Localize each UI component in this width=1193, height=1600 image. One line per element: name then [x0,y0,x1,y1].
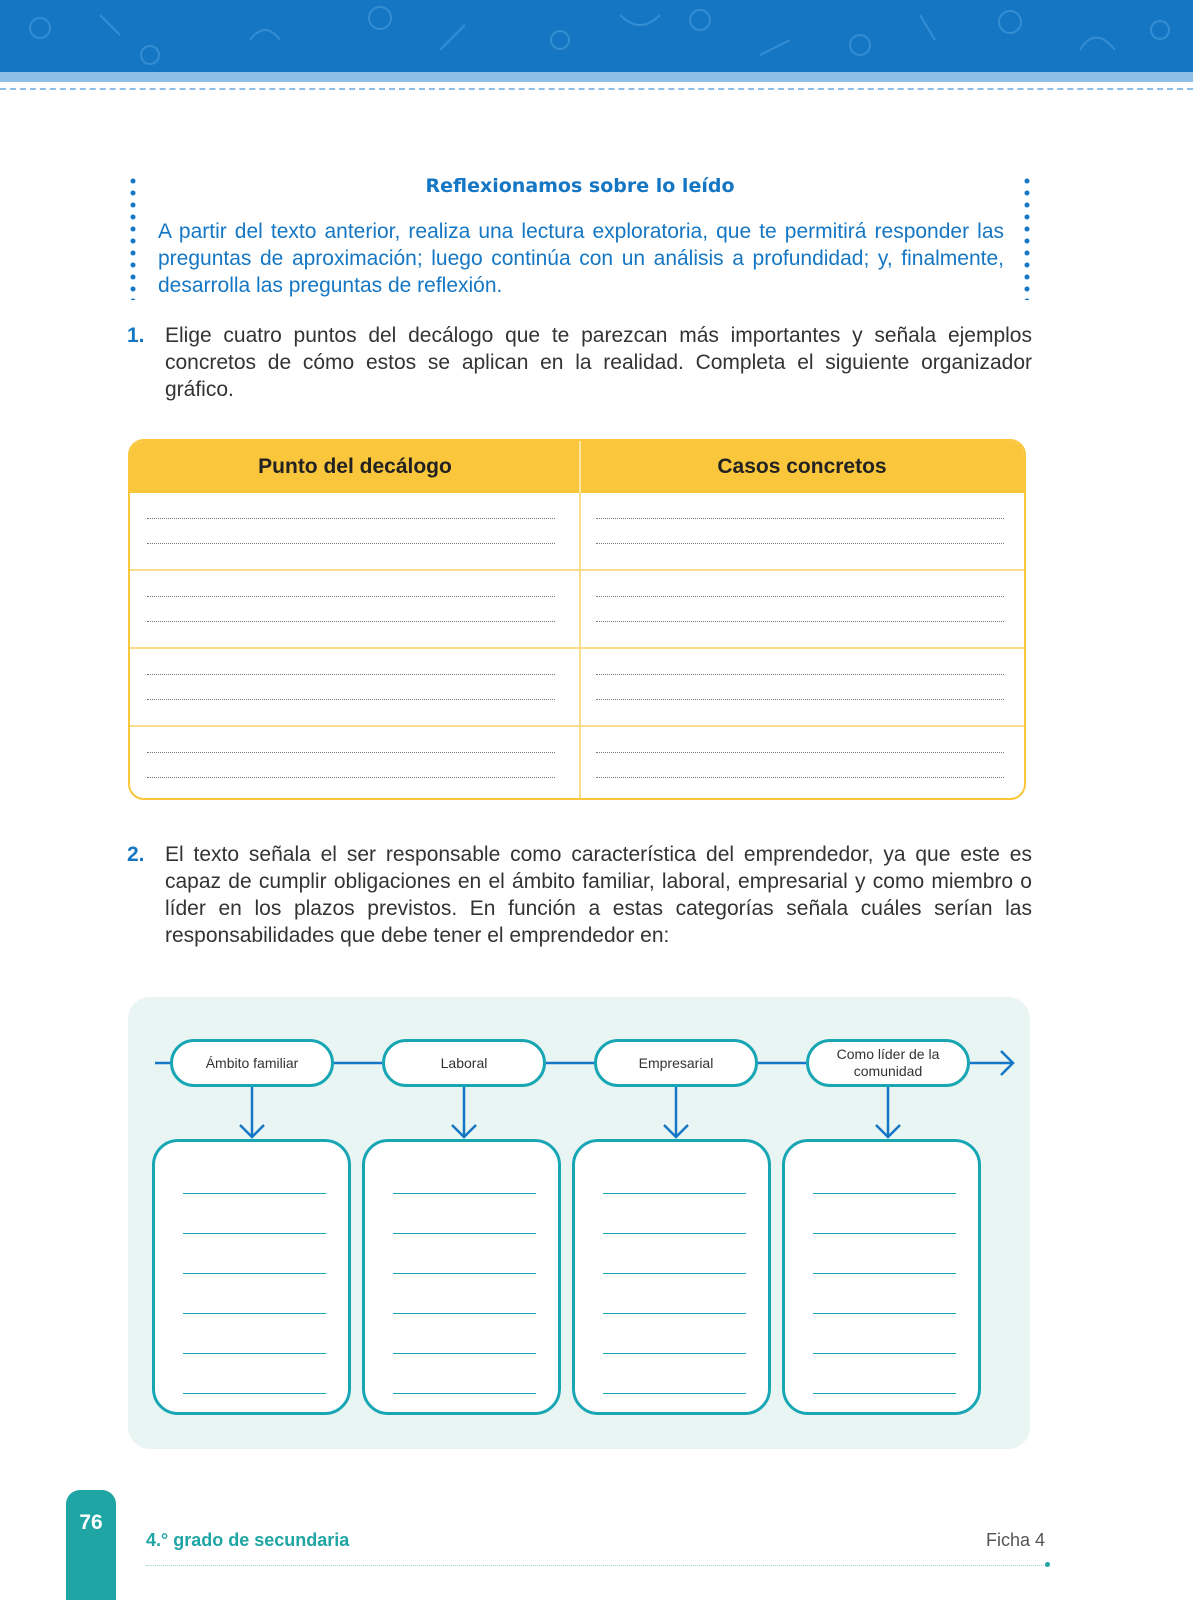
category-community-leader-pill [806,1039,970,1087]
reflection-instructions: A partir del texto anterior, realiza una lectura exploratoria, que te permitirá responder las preguntas de aproximación; luego continúa con un análisis a profundidad; y, finalmente, desarrolla las preguntas de reflexión. [158,220,1004,297]
write-line[interactable] [183,1233,326,1234]
write-line[interactable] [393,1233,536,1234]
write-line[interactable] [393,1393,536,1394]
write-line[interactable] [603,1313,746,1314]
write-line[interactable] [603,1273,746,1274]
footer-dot [1045,1562,1050,1567]
category-label: Como líder de la comunidad [836,1046,940,1079]
write-line[interactable] [183,1313,326,1314]
category-label: Ámbito familiar [205,1054,299,1071]
category-label: Laboral [440,1054,488,1071]
category-business-pill [594,1039,758,1087]
write-line[interactable] [183,1273,326,1274]
question-1-text: Elige cuatro puntos del decálogo que te parezcan más importantes y señala ejemplos concretos de cómo estos se aplican en la realidad. Completa el siguiente organizador gráfico. [165,324,1032,401]
category-family-pill [170,1039,334,1087]
table-header-decalogue-point: Punto del decálogo [258,455,452,478]
write-line[interactable] [393,1353,536,1354]
write-line[interactable] [813,1353,956,1354]
worksheet-label: Ficha 4 [985,1530,1045,1550]
response-box-family [152,1139,351,1415]
write-line[interactable] [603,1233,746,1234]
write-line[interactable] [393,1313,536,1314]
category-label: Empresarial [638,1054,714,1071]
response-box-work [362,1139,561,1415]
response-box-community [782,1139,981,1415]
write-line[interactable] [813,1273,956,1274]
question-1-number: 1. [127,324,145,347]
write-line[interactable] [393,1273,536,1274]
question-2-number: 2. [127,843,145,866]
write-line[interactable] [183,1193,326,1194]
write-line[interactable] [603,1193,746,1194]
question-2-text: El texto señala el ser responsable como característica del emprendedor, ya que este es capaz de cumplir obligaciones en el ámbito familiar, laboral, empresarial y como miembro o líder en los plazos previstos. En función a estas categorías señala cuáles serían las responsabilidades que debe tener el emprendedor en: [165,843,1032,947]
footer-divider [146,1565,1046,1566]
write-line[interactable] [813,1233,956,1234]
reflection-title: Reflexionamos sobre lo leído [425,175,735,197]
response-box-business [572,1139,771,1415]
page-number: 76 [79,1511,103,1534]
write-line[interactable] [183,1353,326,1354]
write-line[interactable] [183,1393,326,1394]
write-line[interactable] [813,1393,956,1394]
write-line[interactable] [813,1313,956,1314]
write-line[interactable] [603,1353,746,1354]
write-line[interactable] [813,1193,956,1194]
category-work-pill [382,1039,546,1087]
write-line[interactable] [393,1193,536,1194]
write-line[interactable] [603,1393,746,1394]
grade-label: 4.° grado de secundaria [146,1530,350,1550]
table-header-concrete-cases: Casos concretos [717,455,887,478]
page-number-tab [66,1490,116,1600]
